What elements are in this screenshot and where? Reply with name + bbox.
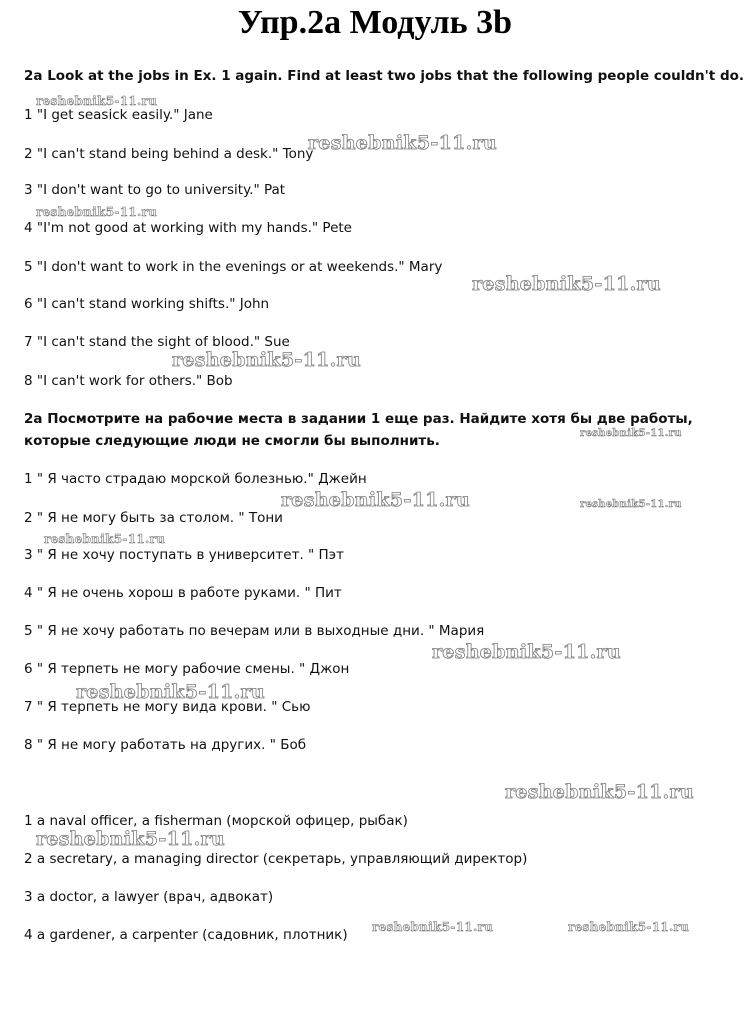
answer-4: 4 a gardener, a carpenter (садовник, плотник) <box>24 927 348 943</box>
ru-task-heading: 2a Посмотрите на рабочие места в задании 1 еще раз. Найдите хотя бы две работы, которые следующие люди не смогли бы выполнить. <box>24 411 693 449</box>
answer-3: 3 a doctor, a lawyer (врач, адвокат) <box>24 889 274 905</box>
ru-item-7: 7 " Я терпеть не могу вида крови. " Сью <box>24 699 311 715</box>
answer-1: 1 a naval officer, a fisherman (морской офицер, рыбак) <box>24 813 408 829</box>
ru-item-6: 6 " Я терпеть не могу рабочие смены. " Джон <box>24 661 350 677</box>
ru-item-8: 8 " Я не могу работать на других. " Боб <box>24 737 307 753</box>
watermark: reshebnik5-11.ru <box>36 205 158 219</box>
watermark: reshebnik5-11.ru <box>36 94 158 108</box>
page-title: Упр.2а Модуль 3b <box>237 4 513 41</box>
en-task-heading: 2a Look at the jobs in Ex. 1 again. Find at least two jobs that the following people couldn't do. <box>24 68 745 84</box>
en-item-4: 4 "I'm not good at working with my hands." Pete <box>24 220 352 236</box>
ru-item-1: 1 " Я часто страдаю морской болезнью." Джейн <box>24 471 367 487</box>
watermark: reshebnik5-11.ru <box>472 273 661 295</box>
en-item-2: 2 "I can't stand being behind a desk." Tony <box>24 146 314 162</box>
watermark: reshebnik5-11.ru <box>580 499 682 510</box>
en-item-6: 6 "I can't stand working shifts." John <box>24 296 270 312</box>
watermark: reshebnik5-11.ru <box>505 781 694 803</box>
answer-2: 2 a secretary, a managing director (секретарь, управляющий директор) <box>24 851 528 867</box>
watermark: reshebnik5-11.ru <box>372 920 494 934</box>
ru-item-5: 5 " Я не хочу работать по вечерам или в выходные дни. " Мария <box>24 623 485 639</box>
en-item-1: 1 "I get seasick easily." Jane <box>24 107 213 123</box>
watermark: reshebnik5-11.ru <box>432 641 621 663</box>
watermark: reshebnik5-11.ru <box>308 132 497 154</box>
ru-item-2: 2 " Я не могу быть за столом. " Тони <box>24 510 283 526</box>
watermark: reshebnik5-11.ru <box>76 681 265 703</box>
watermark: reshebnik5-11.ru <box>568 920 690 934</box>
en-item-5: 5 "I don't want to work in the evenings or at weekends." Mary <box>24 259 443 275</box>
watermark: reshebnik5-11.ru <box>44 532 166 546</box>
ru-item-4: 4 " Я не очень хорош в работе руками. " Пит <box>24 585 342 601</box>
watermark: reshebnik5-11.ru <box>36 828 225 850</box>
watermark: reshebnik5-11.ru <box>281 489 470 511</box>
en-item-3: 3 "I don't want to go to university." Pat <box>24 182 286 198</box>
en-item-8: 8 "I can't work for others." Bob <box>24 373 233 389</box>
en-item-7: 7 "I can't stand the sight of blood." Sue <box>24 334 290 350</box>
watermark: reshebnik5-11.ru <box>580 428 682 439</box>
ru-item-3: 3 " Я не хочу поступать в университет. " Пэт <box>24 547 344 563</box>
watermark: reshebnik5-11.ru <box>172 349 361 371</box>
